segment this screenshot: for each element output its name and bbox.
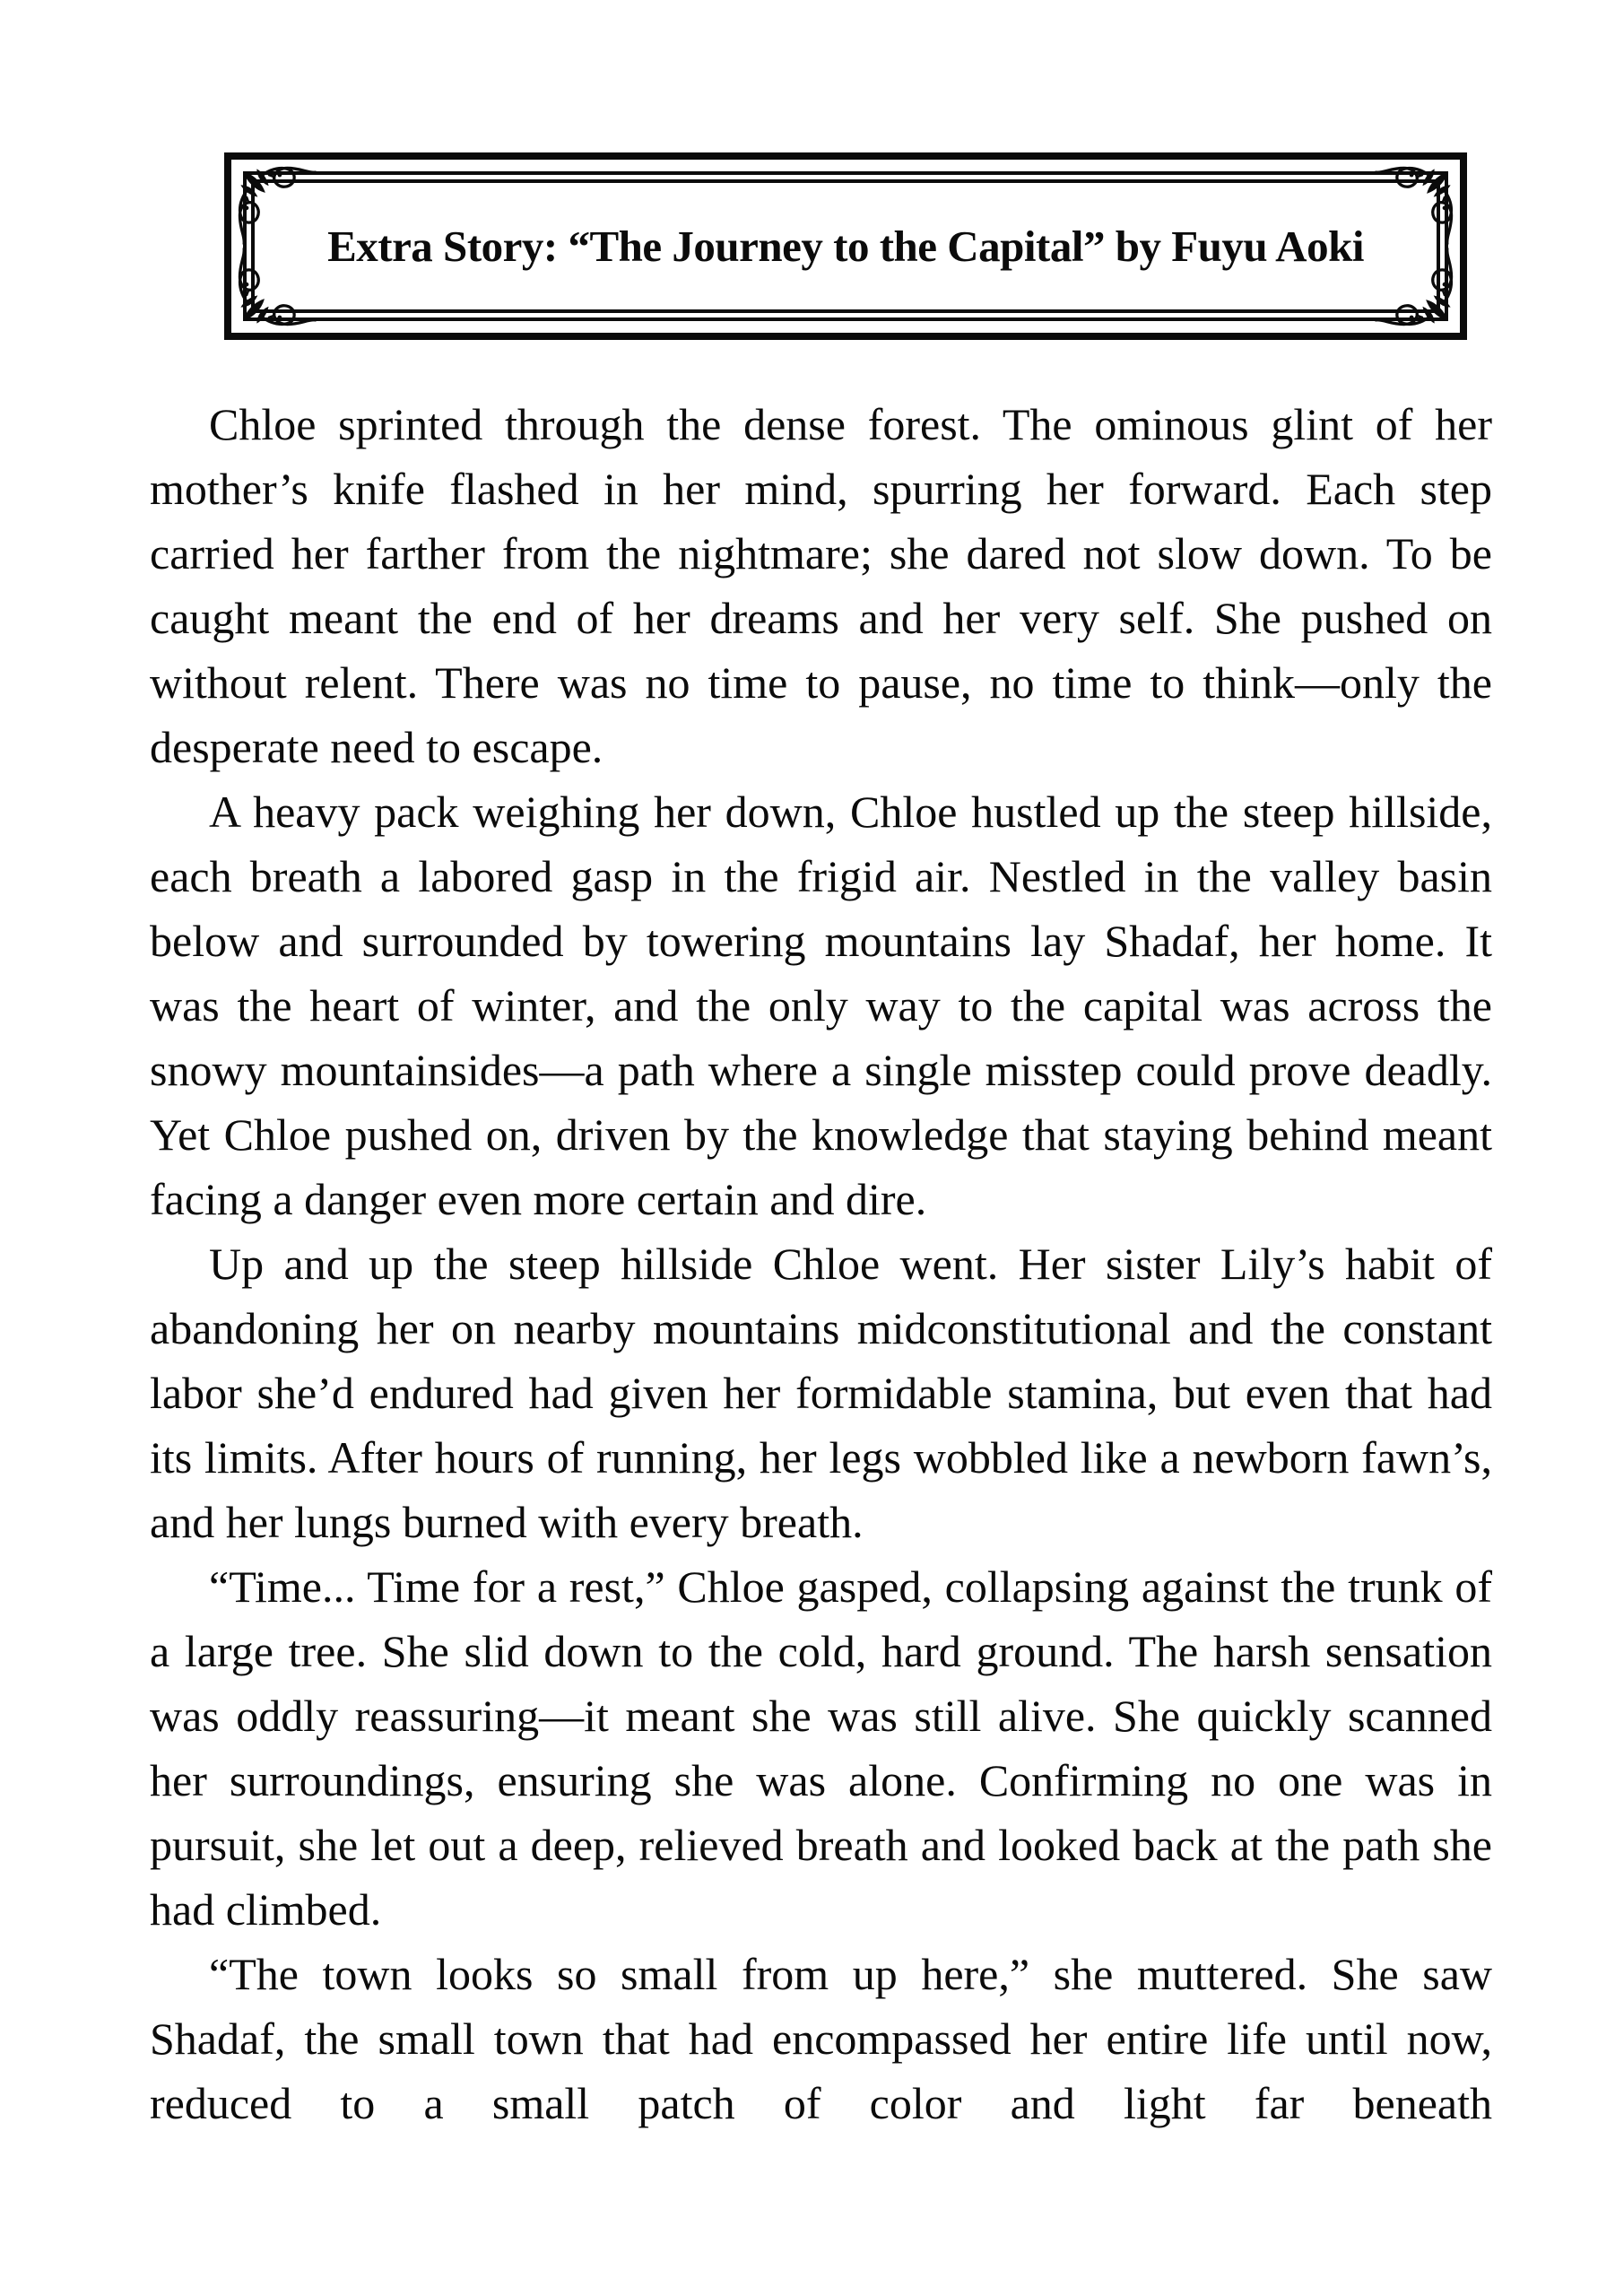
title-box-inner-frame (243, 171, 1448, 321)
story-paragraph: Chloe sprinted through the dense forest. The ominous glint of her mother’s knife flashed in her mind, spurring her forward. Each step carried her farther from the nightmare; she dared not slow down. To be caught meant the end of her dreams and her very self. She pushed on without relent. There was no time to pause, no time to think—only the desperate need to escape. (150, 399, 1492, 772)
story-text (150, 392, 1492, 2135)
chapter-title-box (224, 152, 1467, 340)
story-paragraph: A heavy pack weighing her down, Chloe hustled up the steep hillside, each breath a labored gasp in the frigid air. Nestled in the valley basin below and surrounded by towering mountains lay Shadaf, her home. It was the heart of winter, and the only way to the capital was across the snowy mountainsides—a path where a single misstep could prove deadly. Yet Chloe pushed on, driven by the knowledge that staying behind meant facing a danger even more certain and dire. (150, 787, 1492, 1224)
story-paragraph: Up and up the steep hillside Chloe went. Her sister Lily’s habit of abandoning her on nearby mountains midconstitutional and the constant labor she’d endured had given her formidable stamina, but even that had its limits. After hours of running, her legs wobbled like a newborn fawn’s, and her lungs burned with every breath. (150, 1239, 1492, 1547)
story-paragraph: “Time... Time for a rest,” Chloe gasped, collapsing against the trunk of a large tree. She slid down to the cold, hard ground. The harsh sensation was oddly reassuring—it meant she was still alive. She quickly scanned her surroundings, ensuring she was alone. Confirming no one was in pursuit, she let out a deep, relieved breath and looked back at the path she had climbed. (150, 1561, 1492, 1935)
story-paragraph: “The town looks so small from up here,” she muttered. She saw Shadaf, the small town that had encompassed her entire life until now, reduced to a small patch of color and light far beneath (150, 1949, 1492, 2128)
chapter-title: Extra Story: “The Journey to the Capital” by Fuyu Aoki (327, 222, 1364, 271)
